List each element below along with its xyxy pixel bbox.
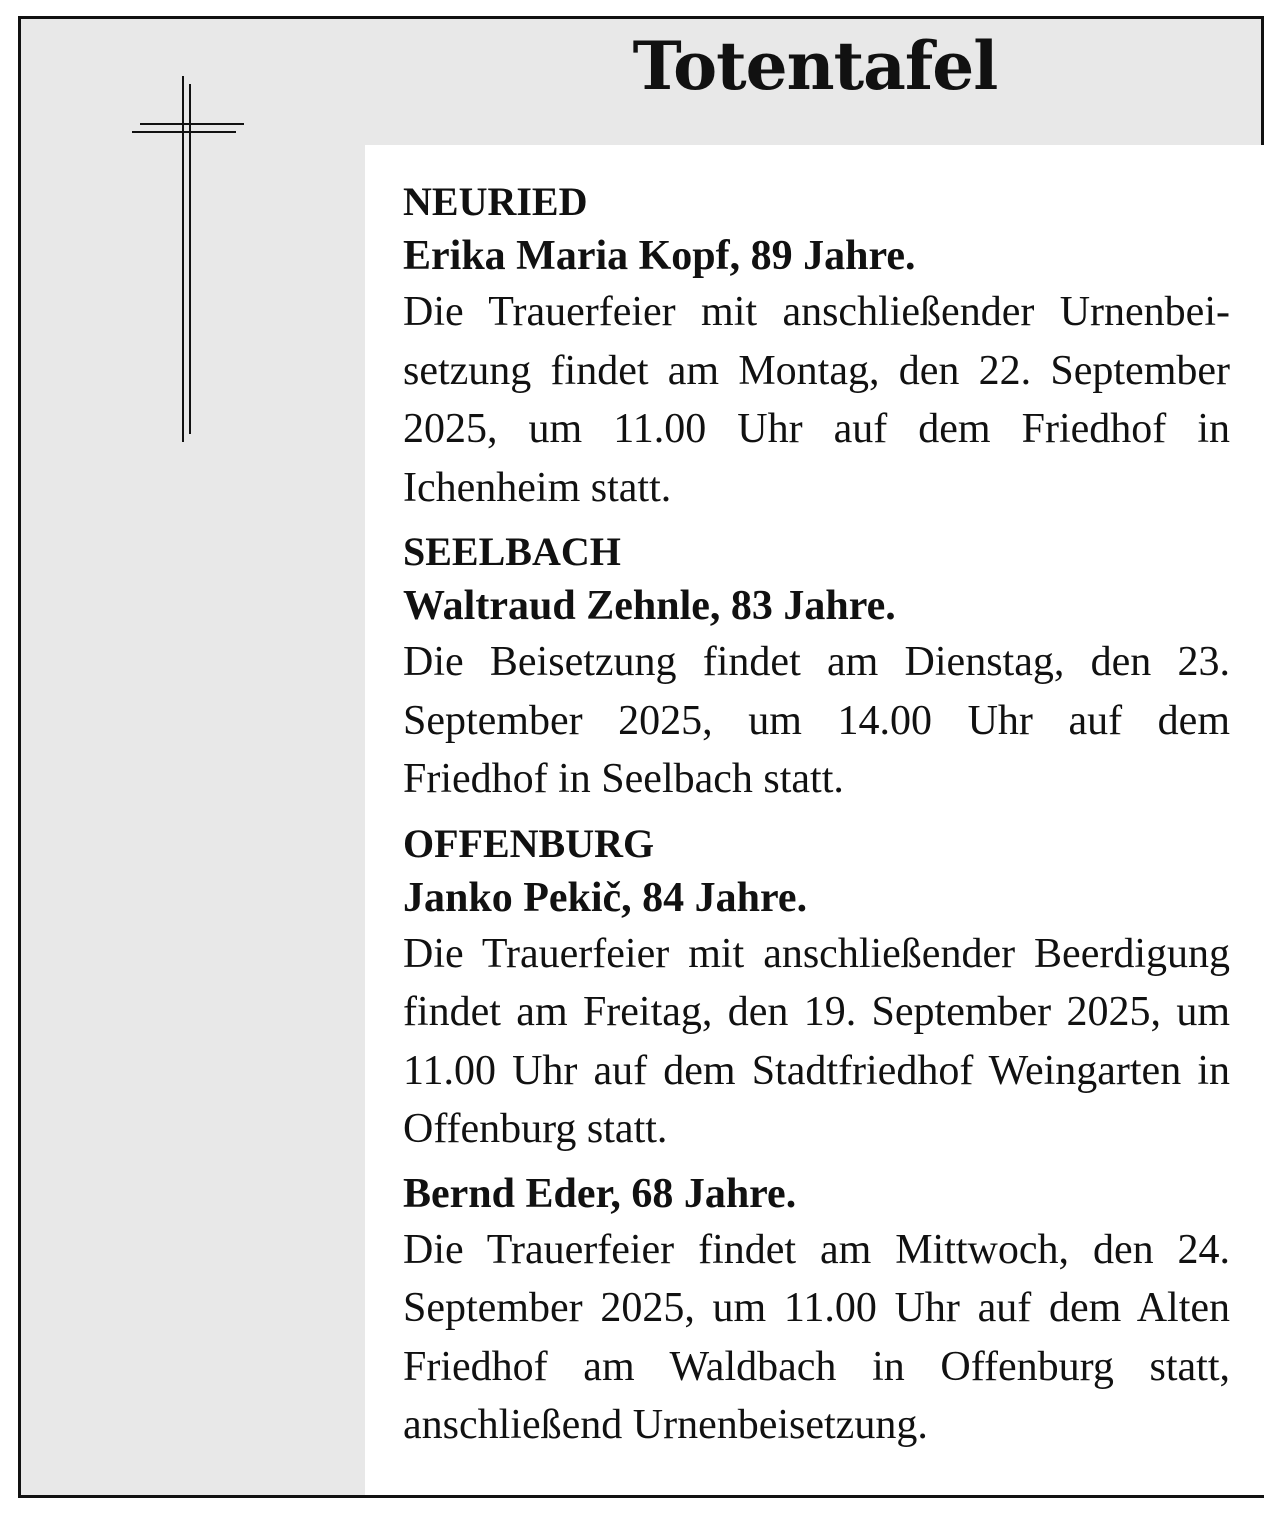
deceased-name: Bernd Eder, 68 Jahre. [403,1170,797,1217]
ceremony-details: Die Trauerfeier mit anschließender Beerdigung findet am Freitag, den 19. September 2025, um 11.00 Uhr auf dem Stadtfriedhof Weingarten in Offenburg statt. [403,930,1230,1152]
section-neuried [403,175,1230,517]
notice-list [403,175,1230,1455]
notice-content [365,145,1264,1495]
deceased-name: Janko Pekič, 84 Jahre. [403,874,808,921]
ceremony-details: Die Trauerfeier mit anschließender Urnenbeisetzung findet am Montag, den 22. September 2025, um 11.00 Uhr auf dem Friedhof in Ichenheim statt. [403,289,1230,511]
deceased-name: Erika Maria Kopf, 89 Jahre. [403,233,916,279]
page-title: Totentafel [632,27,998,105]
deceased-name: Waltraud Zehnle, 83 Jahre. [403,583,896,629]
cross-icon [130,76,246,442]
section-seelbach [403,525,1230,809]
ceremony-details: Die Beisetzung findet am Dienstag, den 23. September 2025, um 14.00 Uhr auf dem Friedhof in Seelbach statt. [403,639,1230,802]
section-place: SEELBACH [403,529,621,574]
section-place: OFFENBURG [403,820,655,866]
ceremony-details: Die Trauerfeier findet am Mittwoch, den 24. September 2025, um 11.00 Uhr auf dem Alten Friedhof am Waldbach in Offenburg statt, anschließend Urnenbeisetzung. [403,1226,1230,1448]
section-place: NEURIED [403,179,588,224]
section-offenburg [403,817,1230,1455]
